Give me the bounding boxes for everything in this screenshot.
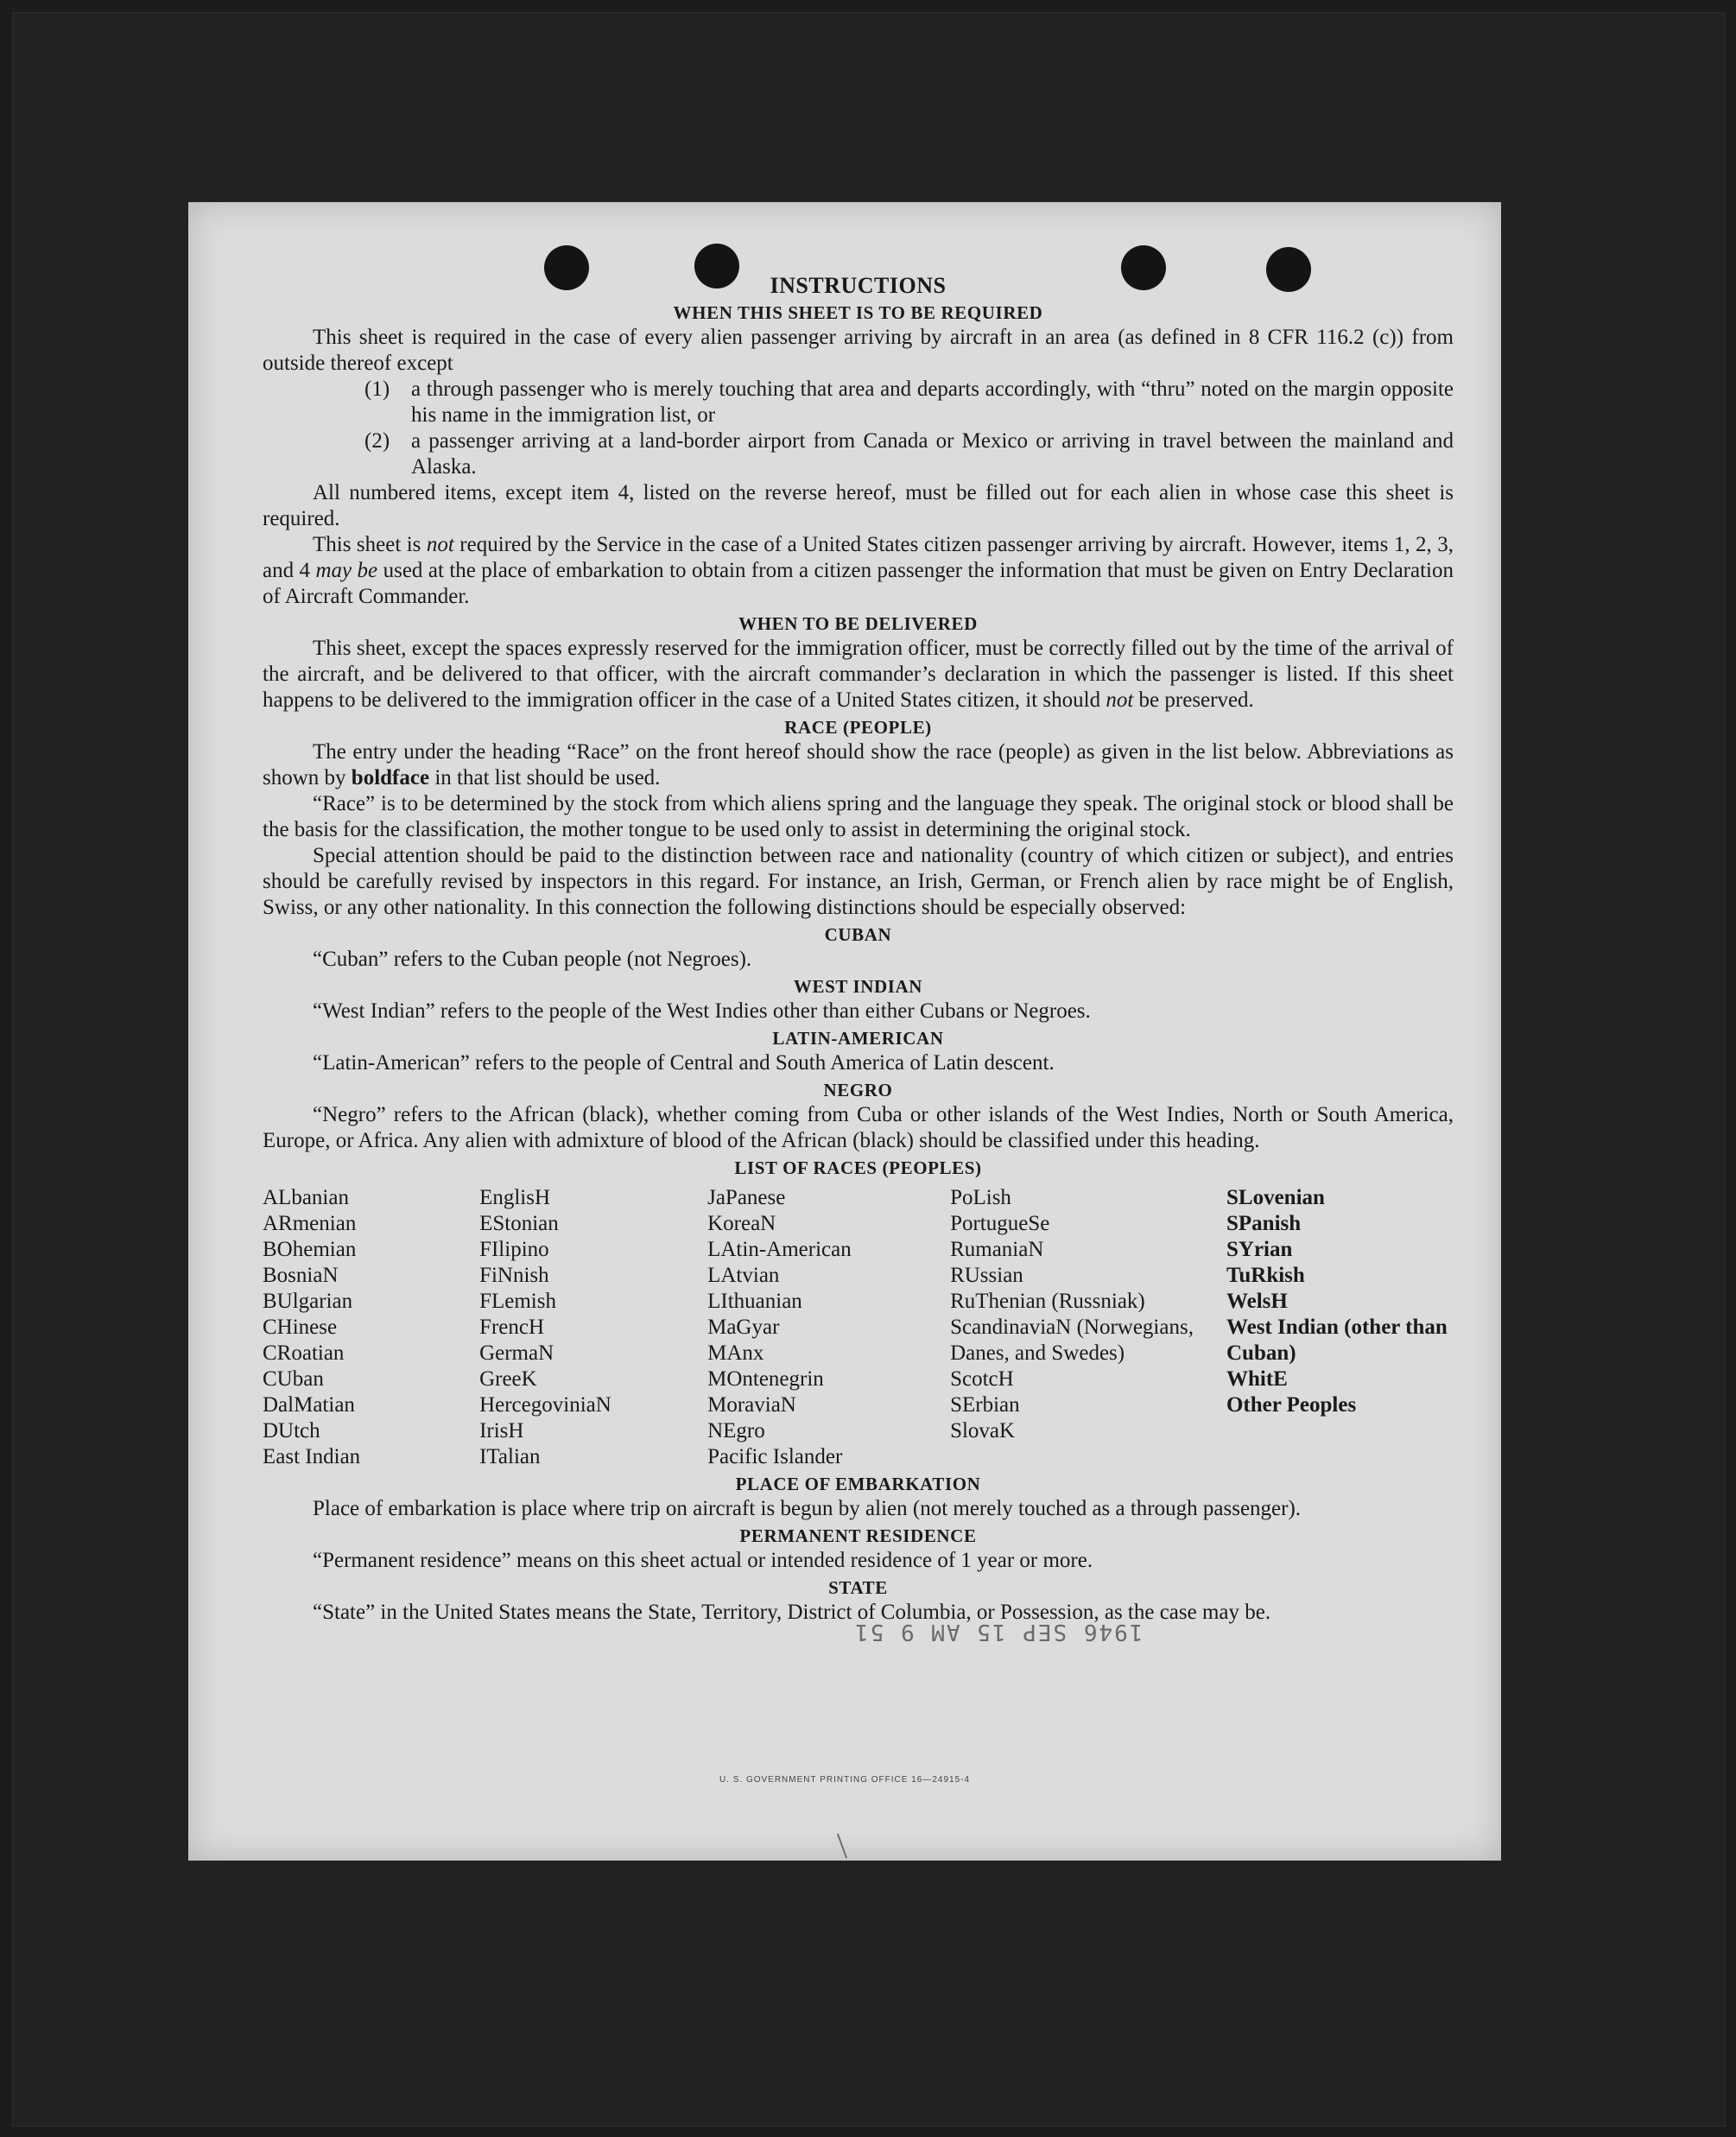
heading-state: STATE	[828, 1577, 888, 1598]
heading-when-delivered: WHEN TO BE DELIVERED	[738, 613, 978, 634]
race-entry: EnglisH	[479, 1186, 551, 1209]
punch-hole	[1121, 245, 1166, 290]
instructions-title: INSTRUCTIONS	[770, 273, 947, 298]
heading-list-of-races: LIST OF RACES (PEOPLES)	[734, 1157, 982, 1178]
races-list	[263, 1185, 1454, 1470]
definition-west-indian: “West Indian” refers to the people of the West Indies other than either Cubans or Negroes.	[313, 999, 1091, 1023]
heading-negro: NEGRO	[823, 1080, 893, 1100]
race-entry: SlovaK	[950, 1419, 1016, 1443]
definition-cuban: “Cuban” refers to the Cuban people (not Negroes).	[313, 948, 752, 971]
exception-item: (2) a passenger arriving at a land-border airport from Canada or Mexico or arriving in travel between the mainland and Alaska.	[364, 429, 1454, 479]
race-entry: RuThenian (Russniak)	[950, 1290, 1145, 1313]
punch-hole	[544, 245, 589, 290]
heading-latin-american: LATIN-AMERICAN	[772, 1028, 944, 1049]
races-column	[1226, 1185, 1454, 1470]
definition-latin-american: “Latin-American” refers to the people of Central and South America of Latin descent.	[313, 1051, 1055, 1075]
race-entry: BosniaN	[263, 1264, 339, 1287]
heading-west-indian: WEST INDIAN	[793, 976, 923, 997]
definition-negro: “Negro” refers to the African (black), whether coming from Cuba or other islands of the West Indies, North or South America, Europe, or Africa. Any alien with admixture of blood of the African (black) should be classified under this heading.	[263, 1103, 1454, 1152]
instruction-sheet	[188, 202, 1501, 1861]
definition-residence: “Permanent residence” means on this sheet actual or intended residence of 1 year or more.	[313, 1549, 1093, 1572]
definition-state: “State” in the United States means the State, Territory, District of Columbia, or Possession, as the case may be.	[313, 1601, 1271, 1624]
race-entry: LAtvian	[707, 1264, 780, 1287]
paragraph: “Race” is to be determined by the stock from which aliens spring and the language they speak. The original stock or blood shall be the basis for the classification, the mother tongue to be used only to assist in determining the original stock.	[263, 792, 1454, 841]
race-entry: IrisH	[479, 1419, 524, 1443]
film-scratch	[837, 1834, 847, 1859]
race-entry: NEgro	[707, 1419, 765, 1443]
race-entry: RumaniaN	[950, 1238, 1044, 1261]
paragraph: This sheet is not required by the Service in the case of a United States citizen passenger arriving by aircraft. However, items 1, 2, 3, and 4 may be used at the place of embarkation to obtain from a citizen passenger the information that must be given on Entry Declaration of Aircraft Commander.	[263, 533, 1454, 608]
race-entry: MAnx	[707, 1341, 764, 1365]
race-entry: ITalian	[479, 1445, 541, 1468]
race-entry: ScandinaviaN (Norwegians, Danes, and Swedes)	[950, 1316, 1194, 1365]
race-entry: WelsH	[1226, 1290, 1288, 1313]
race-entry: WhitE	[1226, 1367, 1288, 1391]
race-entry: ARmenian	[263, 1212, 357, 1235]
paragraph: The entry under the heading “Race” on the front hereof should show the race (people) as given in the list below. Abbreviations as shown by boldface in that list should be used.	[263, 740, 1454, 789]
race-entry: MaGyar	[707, 1316, 780, 1339]
race-entry: GermaN	[479, 1341, 554, 1365]
race-entry: FIlipino	[479, 1238, 549, 1261]
race-entry: SErbian	[950, 1393, 1020, 1417]
race-entry: East Indian	[263, 1445, 361, 1468]
race-entry: JaPanese	[707, 1186, 786, 1209]
race-entry: CRoatian	[263, 1341, 345, 1365]
race-entry: MOntenegrin	[707, 1367, 824, 1391]
race-entry: ALbanian	[263, 1186, 349, 1209]
race-entry: CUban	[263, 1367, 324, 1391]
race-entry: West Indian (other than Cuban)	[1226, 1316, 1448, 1365]
paragraph: All numbered items, except item 4, listed on the reverse hereof, must be filled out for each alien in whose case this sheet is required.	[263, 481, 1454, 530]
race-entry: ScotcH	[950, 1367, 1014, 1391]
paragraph: This sheet, except the spaces expressly reserved for the immigration officer, must be correctly filled out by the time of the arrival of the aircraft, and be delivered to that officer, with the aircraft commander’s declaration in which the passenger is listed. If this sheet happens to be delivered to the immigration officer in the case of a United States citizen, it should not be preserved.	[263, 637, 1454, 712]
race-entry: GreeK	[479, 1367, 537, 1391]
race-entry: MoraviaN	[707, 1393, 796, 1417]
races-column	[479, 1185, 707, 1470]
race-entry: CHinese	[263, 1316, 338, 1339]
printer-imprint: U. S. GOVERNMENT PRINTING OFFICE 16—24915-4	[719, 1775, 971, 1785]
race-entry: HercegoviniaN	[479, 1393, 611, 1417]
paragraph: This sheet is required in the case of every alien passenger arriving by aircraft in an area (as defined in 8 CFR 116.2 (c)) from outside thereof except	[263, 326, 1454, 375]
races-column	[950, 1185, 1226, 1470]
race-entry: DUtch	[263, 1419, 320, 1443]
heading-race: RACE (PEOPLE)	[784, 717, 932, 738]
race-entry: DalMatian	[263, 1393, 355, 1417]
punch-hole	[1266, 247, 1311, 292]
race-entry: EStonian	[479, 1212, 559, 1235]
race-entry: PortugueSe	[950, 1212, 1050, 1235]
race-entry: FiNnish	[479, 1264, 549, 1287]
heading-place-of-embarkation: PLACE OF EMBARKATION	[735, 1474, 981, 1494]
paragraph: Special attention should be paid to the distinction between race and nationality (country of which citizen or subject), and entries should be carefully revised by inspectors in this regard. For instance, an Irish, German, or French alien by race might be of English, Swiss, or any other nationality. In this connection the following distinctions should be especially observed:	[263, 844, 1454, 919]
race-entry: FLemish	[479, 1290, 556, 1313]
race-entry: SLovenian	[1226, 1186, 1325, 1209]
races-column	[263, 1185, 479, 1470]
definition-embarkation: Place of embarkation is place where trip on aircraft is begun by alien (not merely touched as a through passenger).	[313, 1497, 1302, 1520]
race-entry: LIthuanian	[707, 1290, 802, 1313]
race-entry: RUssian	[950, 1264, 1023, 1287]
race-entry: SYrian	[1226, 1238, 1293, 1261]
received-date-stamp: 1946 SEP 15 AM 9 51	[853, 1619, 1144, 1645]
heading-permanent-residence: PERMANENT RESIDENCE	[739, 1525, 977, 1546]
race-entry: FrencH	[479, 1316, 545, 1339]
race-entry: Other Peoples	[1226, 1393, 1357, 1417]
race-entry: Pacific Islander	[707, 1445, 843, 1468]
race-entry: BUlgarian	[263, 1290, 353, 1313]
race-entry: PoLish	[950, 1186, 1011, 1209]
race-entry: LAtin-American	[707, 1238, 852, 1261]
heading-when-required: WHEN THIS SHEET IS TO BE REQUIRED	[673, 302, 1043, 323]
punch-hole	[694, 244, 739, 289]
race-entry: KoreaN	[707, 1212, 776, 1235]
heading-cuban: CUBAN	[824, 924, 892, 945]
exception-item: (1) a through passenger who is merely touching that area and departs accordingly, with “thru” noted on the margin opposite his name in the immigration list, or	[364, 377, 1454, 427]
race-entry: TuRkish	[1226, 1264, 1305, 1287]
race-entry: BOhemian	[263, 1238, 357, 1261]
races-column	[707, 1185, 950, 1470]
race-entry: SPanish	[1226, 1212, 1302, 1235]
